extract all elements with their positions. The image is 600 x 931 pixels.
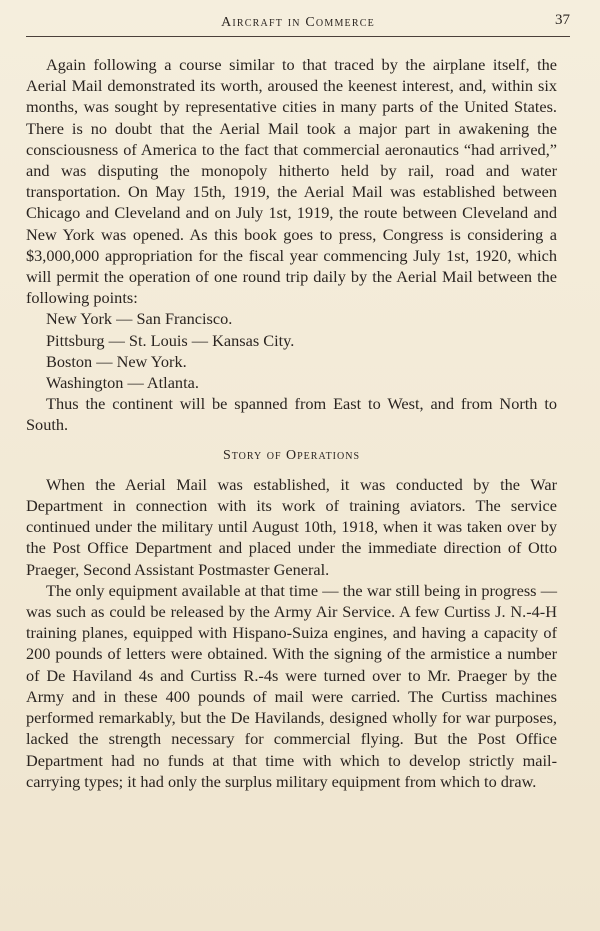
page-number: 37 bbox=[555, 12, 570, 28]
body-text bbox=[26, 54, 557, 792]
section-heading: Story of Operations bbox=[222, 447, 361, 463]
page-header bbox=[26, 10, 570, 37]
route-line: Washington — Atlanta. bbox=[46, 373, 199, 393]
paragraph-equipment: The only equipment available at that time — the war still being in progress — was such as could be released by the Army Air Service. A few Curtiss J. N.-4-H training planes, equipped with Hispano-Suiza engines, and having a capacity of 200 pounds of letters were obtained. With the signing of the armistice a number of De Haviland 4s and Curtiss R.-4s were turned over to Mr. Praeger by the Army and in these 400 pounds of mail were carried. The Curtiss machines performed remarkably, but the De Havilands, designed wholly for war purposes, lacked the strength necessary for commercial flying. But the Post Office Department had no funds at that time with which to develop strictly mail-carrying types; it had only the surplus military equipment from which to draw. bbox=[26, 580, 557, 791]
paragraph-continent-spanned: Thus the continent will be spanned from East to West, and from North to South. bbox=[26, 394, 557, 435]
running-head: Aircraft in Commerce bbox=[221, 15, 375, 30]
paragraph-war-department: When the Aerial Mail was established, it was conducted by the War Department in connection with its work of training aviators. The service continued under the military until August 10th, 1918, when it was taken over by the Post Office Department and placed under the immediate direction of Otto Praeger, Second Assistant Postmaster General. bbox=[26, 474, 557, 579]
route-line: Boston — New York. bbox=[46, 351, 187, 371]
paragraph-aerial-mail-growth: Again following a course similar to that traced by the airplane itself, the Aerial Mail demonstrated its worth, aroused the keenest interest, and, within six months, was sought by representative cities in many parts of the United States. There is no doubt that the Aerial Mail took a major part in awakening the consciousness of America to the fact that commercial aeronautics “had arrived,” and was disputing the monopoly hitherto held by rail, road and water transportation. On May 15th, 1919, the Aerial Mail was established between Chicago and Cleveland and on July 1st, 1919, the route between Cleveland and New York was opened. As this book goes to press, Congress is considering a $3,000,000 appropriation for the fiscal year commencing July 1st, 1920, which will permit the operation of one round trip daily by the Aerial Mail between the following points: bbox=[26, 55, 557, 308]
route-line: Pittsburg — St. Louis — Kansas City. bbox=[46, 330, 295, 350]
route-line: New York — San Francisco. bbox=[46, 309, 233, 329]
